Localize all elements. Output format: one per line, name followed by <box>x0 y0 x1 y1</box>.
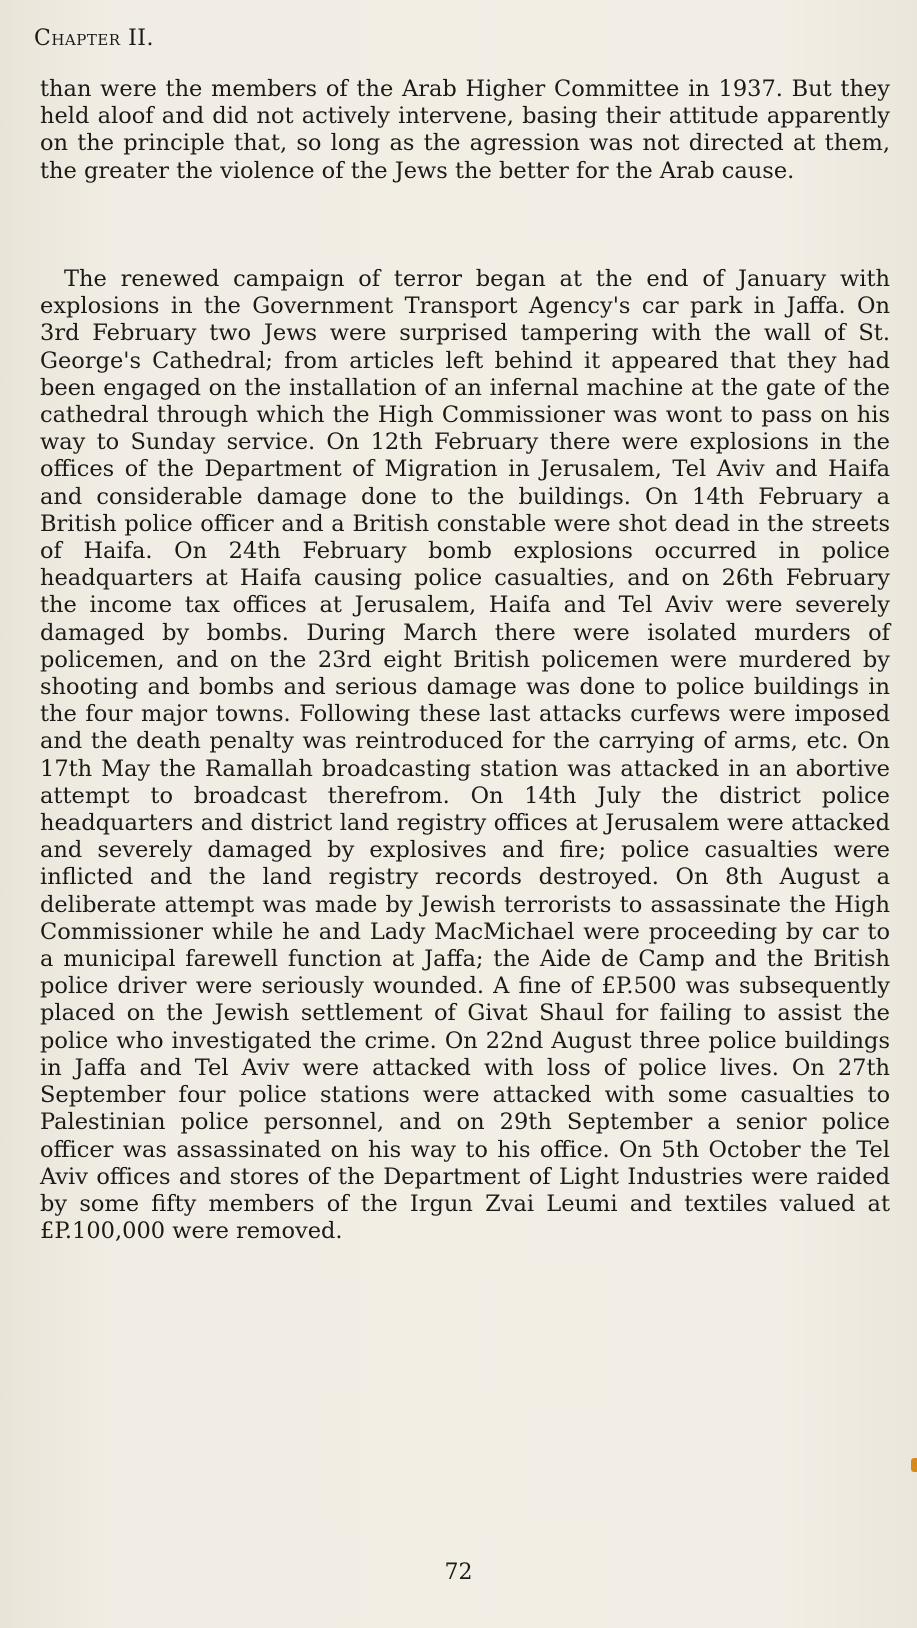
page-number: 72 <box>444 1560 473 1585</box>
paragraph-terror-campaign: The renewed campaign of terror began at the end of January with explosions in the Government Transport Agency's car park in Jaffa. On 3rd February two Jews were surprised tampering with the wall of St. George's Cathedral; from articles left behind it appeared that they had been engaged on the installation of an infernal machine at the gate of the cathedral through which the High Commissioner was wont to pass on his way to Sunday service. On 12th February there were explosions in the offices of the Department of Migration in Jerusalem, Tel Aviv and Haifa and considerable damage done to the buildings. On 14th February a British police officer and a British constable were shot dead in the streets of Haifa. On 24th February bomb explosions occurred in police headquarters at Haifa causing police casualties, and on 26th February the income tax offices at Jerusalem, Haifa and Tel Aviv were severely damaged by bombs. During March there were isolated murders of policemen, and on the 23rd eight British policemen were murdered by shooting and bombs and serious damage was done to police buildings in the four major towns. Following these last attacks curfews were imposed and the death penalty was reintroduced for the carrying of arms, etc. On 17th May the Ramallah broadcasting station was attacked in an abortive attempt to broadcast therefrom. On 14th July the district police headquarters and district land registry offices at Jerusalem were attacked and severely damaged by explosives and fire; police casualties were inflicted and the land registry records destroyed. On 8th August a deliberate attempt was made by Jewish terrorists to assassinate the High Commissioner while he and Lady MacMichael were proceeding by car to a municipal farewell function at Jaffa; the Aide de Camp and the British police driver were seriously wounded. A fine of £P.500 was subsequently placed on the Jewish settlement of Givat Shaul for failing to assist the police who investigated the crime. On 22nd August three police buildings in Jaffa and Tel Aviv were attacked with loss of police lives. On 27th September four police stations were attacked with some casualties to Palestinian police personnel, and on 29th September a senior police officer was assassinated on his way to his office. On 5th October the Tel Aviv offices and stores of the Department of Light Industries were raided by some fifty members of the Irgun Zvai Leumi and textiles valued at £P.100,000 were removed. <box>40 266 890 1245</box>
running-head: Chapter II. <box>34 26 154 51</box>
paragraph-continuation: than were the members of the Arab Higher Committee in 1937. But they held aloof and did not actively intervene, basing their attitude apparently on the principle that, so long as the agression was not directed at them, the greater the violence of the Jews the better for the Arab cause. <box>40 76 890 184</box>
page-edge-mark <box>911 1458 917 1472</box>
